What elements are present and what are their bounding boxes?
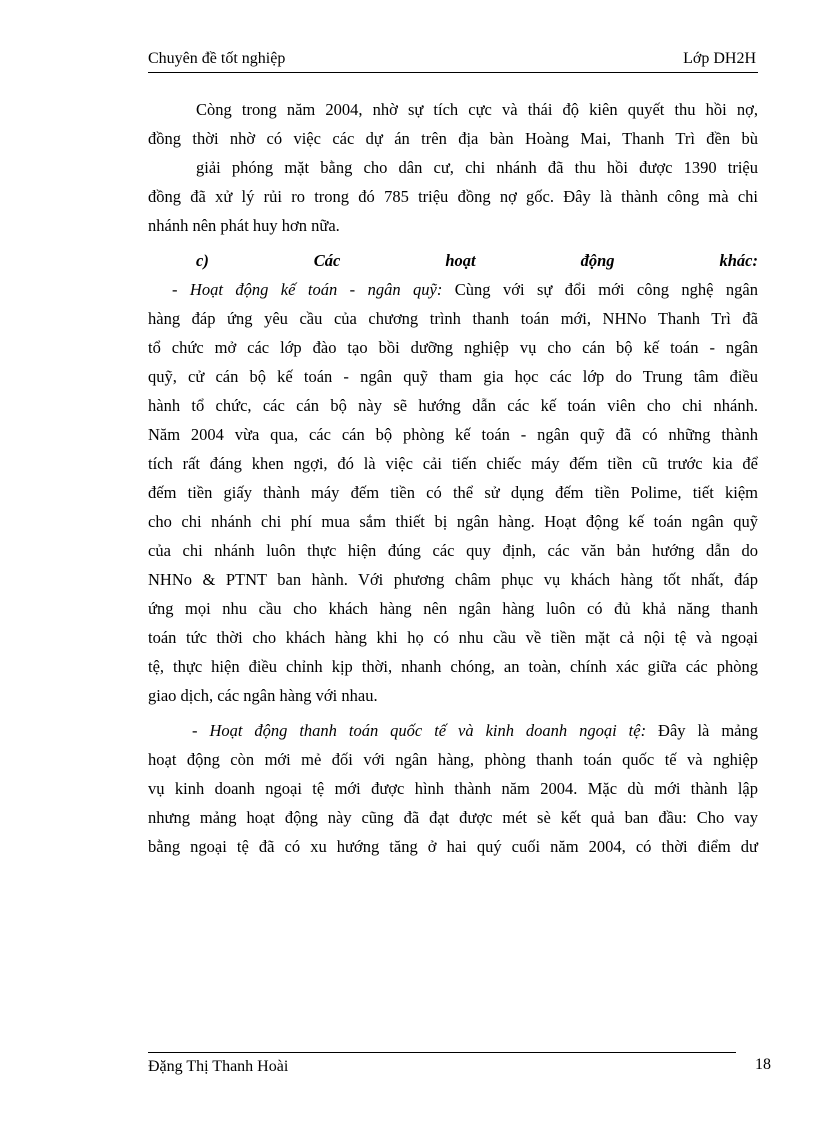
- text-line: vụ kinh doanh ngoại tệ mới được hình thành năm 2004. Mặc dù mới thành lập: [148, 779, 758, 798]
- section-heading-c: [148, 246, 758, 275]
- footer-divider: [148, 1052, 736, 1053]
- text-line: ứng mọi nhu cầu cho khách hàng nên ngân hàng luôn có đủ khả năng thanh: [148, 599, 758, 618]
- text-line: nhưng mảng hoạt động này cũng đã đạt được mét sè kết quả ban đầu: Cho vay: [148, 808, 758, 827]
- paragraph-title: - Hoạt động kế toán - ngân quỹ:: [172, 280, 443, 299]
- text-line: tệ, thực hiện điều chỉnh kịp thời, nhanh chóng, an toàn, chính xác giữa các phòng: [148, 657, 758, 676]
- text-line: cho chi nhánh chi phí mua sắm thiết bị ngân hàng. Hoạt động kế toán ngân quỹ: [148, 512, 758, 531]
- document-body: [148, 95, 758, 861]
- paragraph-title: - Hoạt động thanh toán quốc tế và kinh doanh ngoại tệ:: [192, 721, 647, 740]
- section-label: c): [196, 251, 209, 270]
- page-number: 18: [755, 1056, 771, 1073]
- text-line: giao dịch, các ngân hàng với nhau.: [148, 686, 378, 705]
- text-line: giải phóng mặt bằng cho dân cư, chi nhánh đã thu hồi được 1390 triệu: [196, 158, 758, 177]
- paragraph-debt-recovery: [148, 95, 758, 240]
- text-line: hàng đáp ứng yêu cầu của chương trình thanh toán mới, NHNo Thanh Trì đã: [148, 309, 758, 328]
- header-class: Lớp DH2H: [683, 50, 756, 67]
- text-line: NHNo & PTNT ban hành. Với phương châm phục vụ khách hàng tốt nhất, đáp: [148, 570, 758, 589]
- text-line: [148, 716, 758, 745]
- paragraph-accounting: [148, 275, 758, 710]
- text-line: nhánh nên phát huy hơn nữa.: [148, 216, 340, 235]
- text-line: đồng đã xử lý rủi ro trong đó 785 triệu đồng nợ gốc. Đây là thành công mà chi: [148, 187, 758, 206]
- text-line: [148, 275, 758, 304]
- text-line: hoạt động còn mới mẻ đối với ngân hàng, phòng thanh toán quốc tế và nghiệp: [148, 750, 758, 769]
- section-word: hoạt: [445, 251, 476, 270]
- text-line: tổ chức mở các lớp đào tạo bồi dưỡng nghiệp vụ cho cán bộ kế toán - ngân: [148, 338, 758, 357]
- text-line: Năm 2004 vừa qua, các cán bộ phòng kế toán - ngân quỹ đã có những thành: [148, 425, 758, 444]
- text-span: Cùng với sự đổi mới công nghệ ngân: [442, 280, 758, 299]
- section-word: động: [580, 251, 615, 270]
- text-span: Đây là mảng: [646, 721, 758, 740]
- header-title: Chuyên đề tốt nghiệp: [148, 50, 286, 67]
- text-line: hành tổ chức, các cán bộ này sẽ hướng dẫn các kế toán viên cho chi nhánh.: [148, 396, 758, 415]
- section-word: khác:: [719, 251, 758, 270]
- footer-author: Đặng Thị Thanh Hoài: [148, 1058, 289, 1075]
- text-line: tích rất đáng khen ngợi, đó là việc cải tiến chiếc máy đếm tiền cũ trước kia để: [148, 454, 758, 473]
- text-line: toán tức thời cho khách hàng khi họ có nhu cầu về tiền mặt cả nội tệ và ngoại: [148, 628, 758, 647]
- text-line: đồng thời nhờ có việc các dự án trên địa bàn Hoàng Mai, Thanh Trì đền bù: [148, 129, 758, 148]
- text-line: của chi nhánh luôn thực hiện đúng các quy định, các văn bản hướng dẫn do: [148, 541, 758, 560]
- text-line: quỹ, cử cán bộ kế toán - ngân quỹ tham gia học các lớp do Trung tâm điều: [148, 367, 758, 386]
- text-line: Còng trong năm 2004, nhờ sự tích cực và thái độ kiên quyết thu hồi nợ,: [196, 100, 758, 119]
- text-line: đếm tiền giấy thành máy đếm tiền có thể sử dụng đếm tiền Polime, tiết kiệm: [148, 483, 758, 502]
- paragraph-international: [148, 716, 758, 861]
- section-word: Các: [313, 251, 341, 270]
- text-line: bằng ngoại tệ đã có xu hướng tăng ở hai quý cuối năm 2004, có thời điểm dư: [148, 837, 758, 856]
- page-header: [148, 50, 758, 73]
